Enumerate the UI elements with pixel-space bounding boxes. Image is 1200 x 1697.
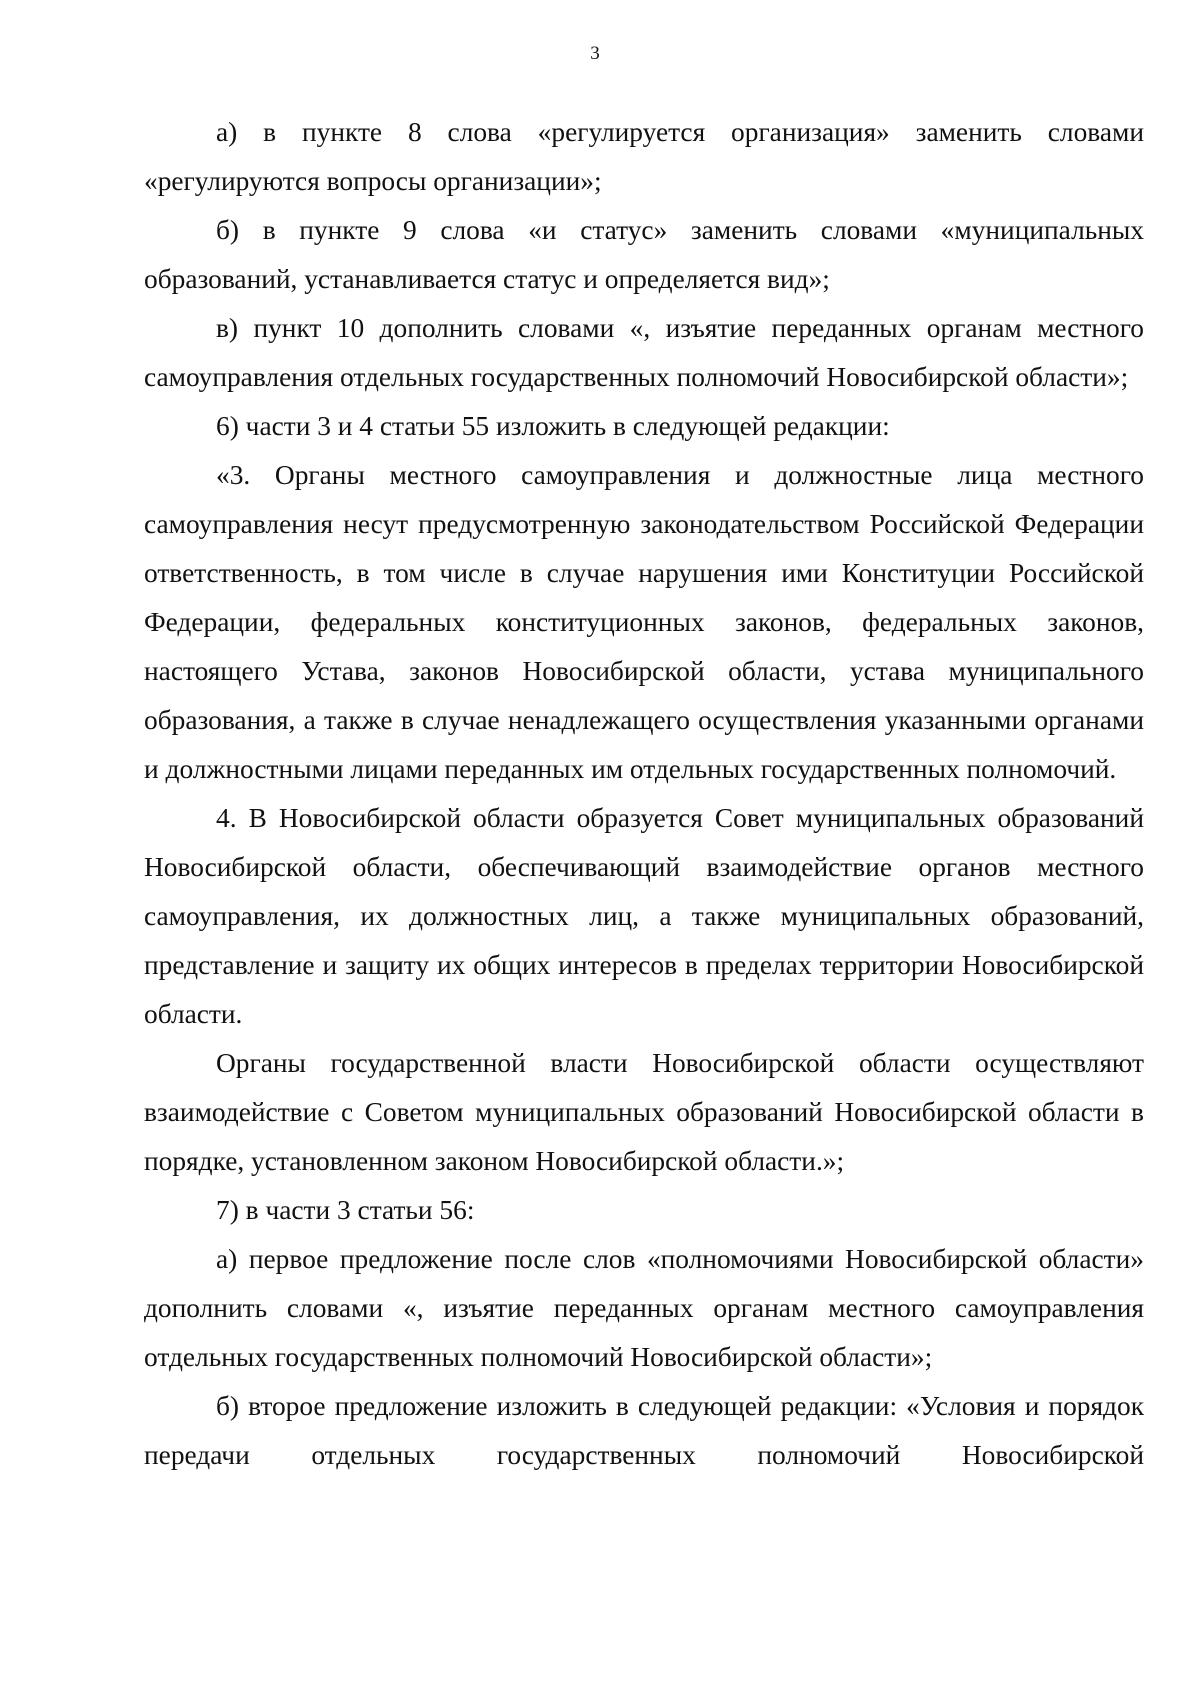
paragraph-amend-7a-first-sentence: а) первое предложение после слов «полномочиями Новосибирской области» дополнить словами «, изъятие переданных органам местного самоуправления отдельных государственных полномочий Новосибирской области»;: [144, 1244, 1144, 1372]
paragraph-article-55-part-3: «3. Органы местного самоуправления и должностные лица местного самоуправления несут предусмотренную законодательством Российской Федерации ответственность, в том числе в случае нарушения ими Конституции Российской Федерации, федеральных конституционных законов, федеральных законов, настоящего Устава, законов Новосибирской области, устава муниципального образования, а также в случае ненадлежащего осуществления указанными органами и должностными лицами переданных им отдельных государственных полномочий.: [144, 460, 1144, 784]
page-number: 3: [590, 43, 600, 64]
paragraph-amend-7-article-56: 7) в части 3 статьи 56:: [216, 1195, 475, 1225]
paragraph-amend-6-article-55: 6) части 3 и 4 статьи 55 изложить в следующей редакции:: [216, 411, 890, 441]
paragraph-state-authorities-interaction: Органы государственной власти Новосибирской области осуществляют взаимодействие с Советом муниципальных образований Новосибирской области в порядке, установленном законом Новосибирской области.»;: [144, 1048, 1144, 1176]
paragraph-amend-b-item-9: б) в пункте 9 слова «и статус» заменить словами «муниципальных образований, устанавливается статус и определяется вид»;: [144, 215, 1144, 294]
paragraph-amend-v-item-10: в) пункт 10 дополнить словами «, изъятие переданных органам местного самоуправления отдельных государственных полномочий Новосибирской области»;: [144, 313, 1144, 392]
paragraph-article-55-part-4: 4. В Новосибирской области образуется Совет муниципальных образований Новосибирской области, обеспечивающий взаимодействие органов местного самоуправления, их должностных лиц, а также муниципальных образований, представление и защиту их общих интересов в пределах территории Новосибирской области.: [144, 803, 1144, 1029]
paragraph-amend-a-item-8: а) в пункте 8 слова «регулируется организация» заменить словами «регулируются вопросы организации»;: [144, 117, 1144, 196]
document-body: [144, 108, 1144, 1480]
paragraph-amend-7b-second-sentence: б) второе предложение изложить в следующей редакции: «Условия и порядок передачи отдельных государственных полномочий Новосибирской: [144, 1391, 1144, 1470]
